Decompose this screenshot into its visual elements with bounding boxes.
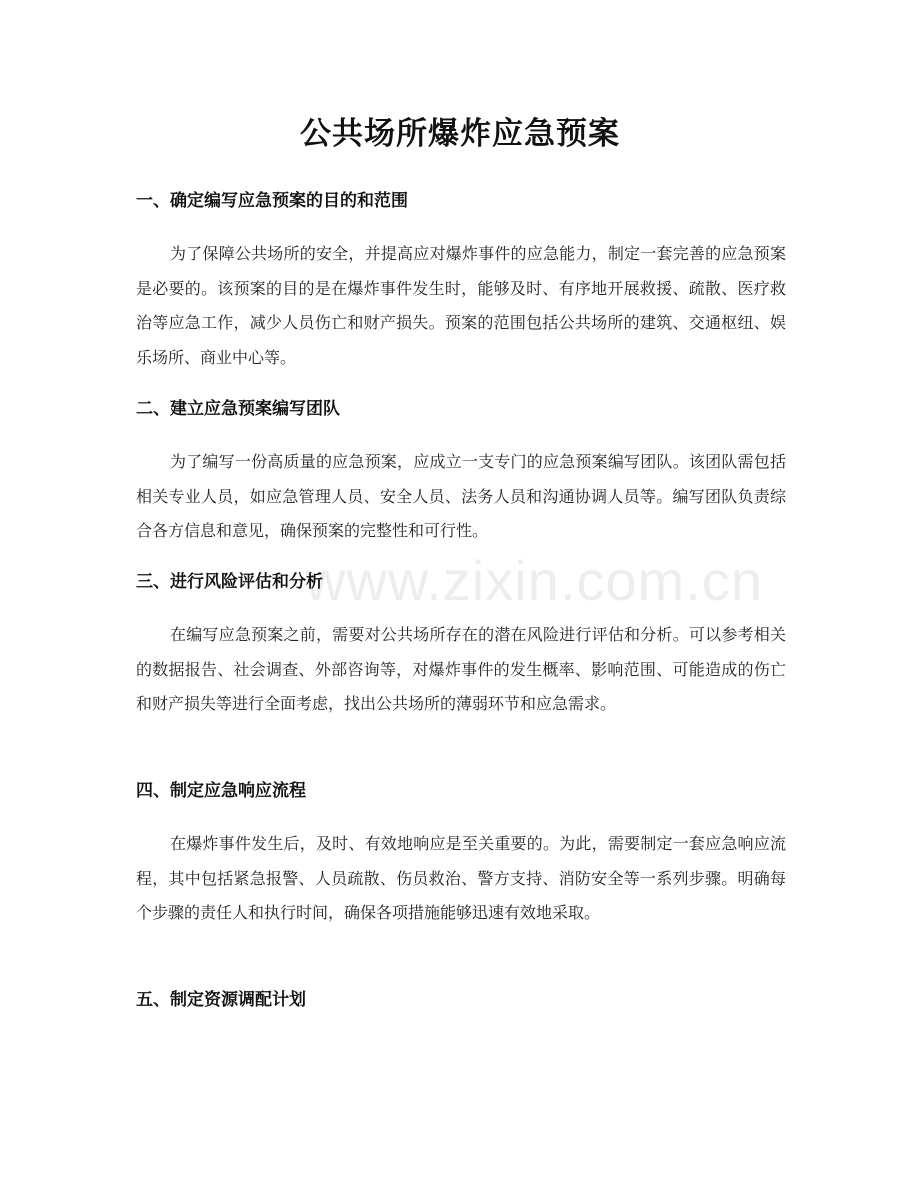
section-paragraph-3: 在编写应急预案之前，需要对公共场所存在的潜在风险进行评估和分析。可以参考相关的数据报告、社会调查、外部咨询等，对爆炸事件的发生概率、影响范围、可能造成的伤亡和财产损失等进行全面考虑，找出公共场所的薄弱环节和应急需求。 — [136, 625, 786, 714]
section-paragraph-1: 为了保障公共场所的安全，并提高应对爆炸事件的应急能力，制定一套完善的应急预案是必要的。该预案的目的是在爆炸事件发生时，能够及时、有序地开展救援、疏散、医疗救治等应急工作，减少人员伤亡和财产损失。预案的范围包括公共场所的建筑、交通枢纽、娱乐场所、商业中心等。 — [136, 244, 786, 367]
section-heading-4: 四、制定应急响应流程 — [136, 781, 306, 801]
page-title: 公共场所爆炸应急预案 — [300, 116, 620, 152]
section-heading-5: 五、制定资源调配计划 — [136, 990, 306, 1010]
watermark: www.zixin.com.cn — [305, 549, 763, 612]
section-heading-1: 一、确定编写应急预案的目的和范围 — [136, 191, 408, 211]
section-paragraph-4: 在爆炸事件发生后，及时、有效地响应是至关重要的。为此，需要制定一套应急响应流程，其中包括紧急报警、人员疏散、伤员救治、警方支持、消防安全等一系列步骤。明确每个步骤的责任人和执行时间，确保各项措施能够迅速有效地采取。 — [136, 834, 786, 923]
section-heading-3: 三、进行风险评估和分析 — [136, 572, 323, 592]
section-heading-2: 二、建立应急预案编写团队 — [136, 399, 340, 419]
section-paragraph-2: 为了编写一份高质量的应急预案，应成立一支专门的应急预案编写团队。该团队需包括相关专业人员，如应急管理人员、安全人员、法务人员和沟通协调人员等。编写团队负责综合各方信息和意见，确保预案的完整性和可行性。 — [136, 452, 786, 541]
